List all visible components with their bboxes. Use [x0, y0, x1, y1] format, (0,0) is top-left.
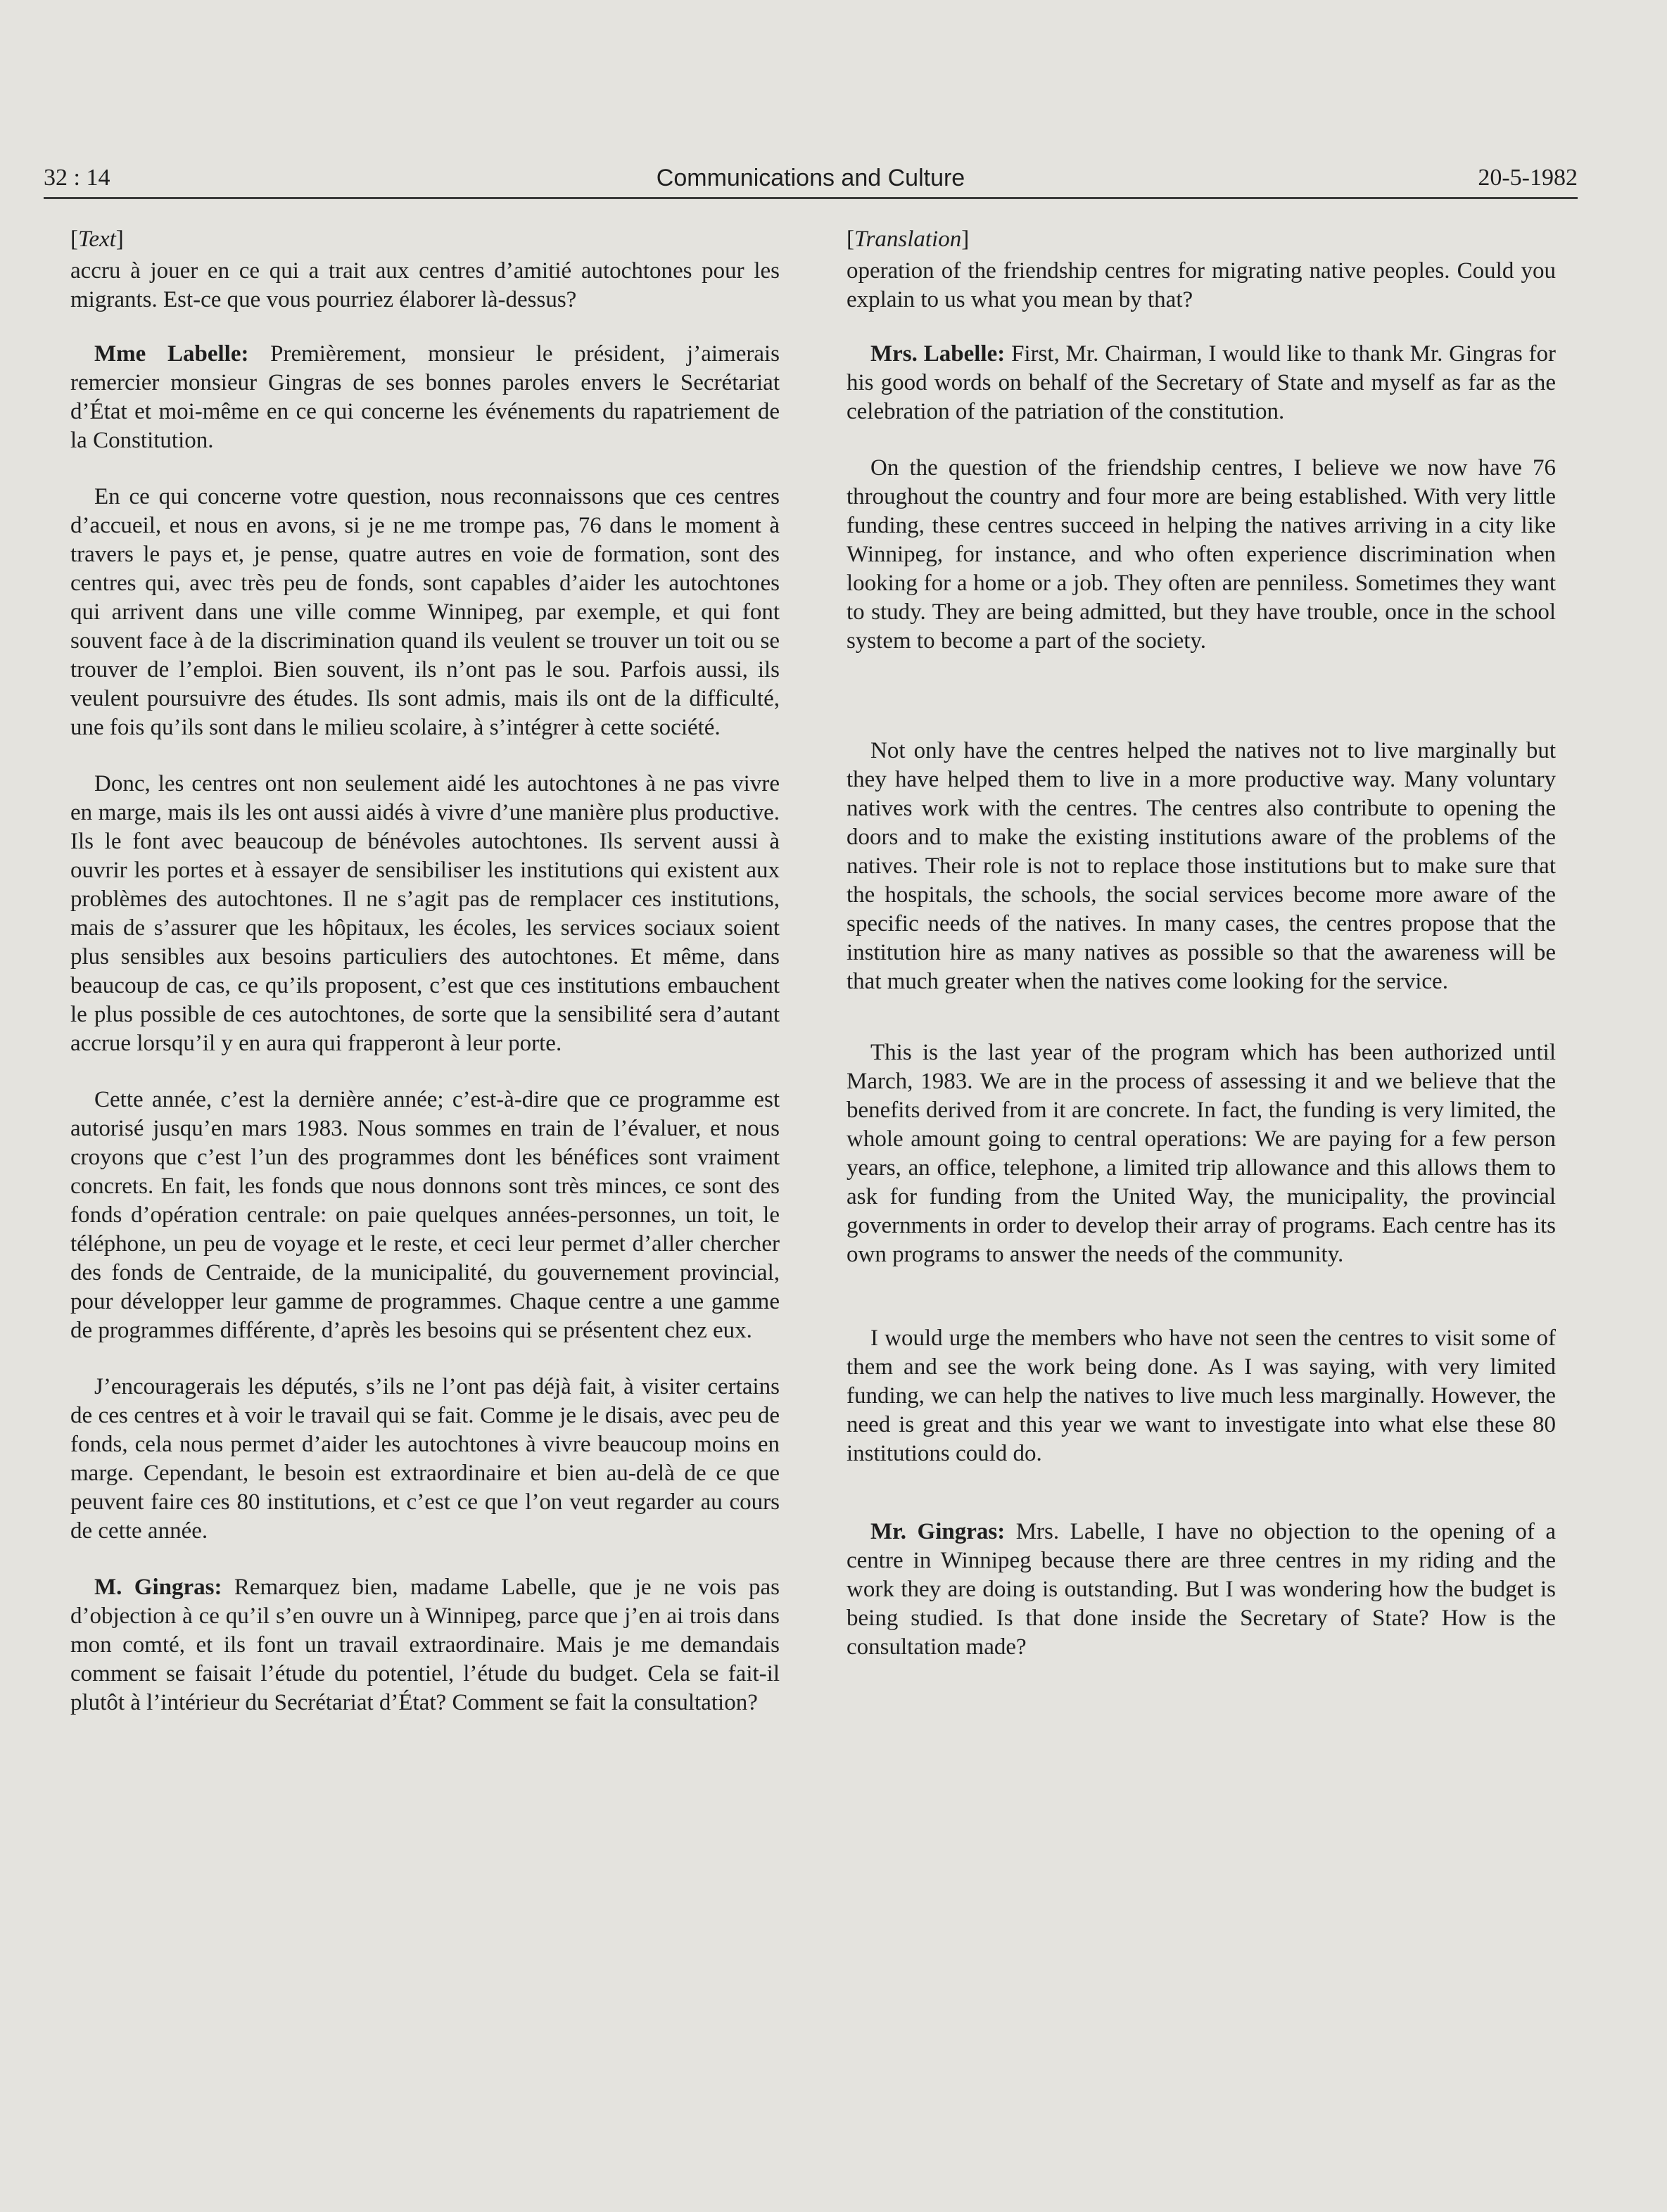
paragraph: J’encouragerais les députés, s’ils ne l’ont pas déjà fait, à visiter certains de ces centres et à voir le travail qui se fait. Comme je le disais, avec peu de fonds, cela nous permet d’aider les autochtones à vivre beaucoup moins en marge. Cependant, le besoin est extraordinaire et bien au-delà de ce que peuvent faire ces 80 institutions, et c’est ce que l’on veut regarder au cours de cette année. — [70, 1374, 780, 1544]
page-date: 20-5-1982 — [1478, 165, 1578, 191]
column-label: [Translation] — [847, 227, 970, 252]
page-title: Communications and Culture — [656, 165, 965, 191]
paragraph: En ce qui concerne votre question, nous reconnaissons que ces centres d’accueil, et nous en avons, si je ne me trompe pas, 76 dans le moment à travers le pays et, je pense, quatre autres en voie de formation, sont des centres qui, avec très peu de fonds, sont capables d’aider les autochtones qui arrivent dans une ville comme Winnipeg, par exemple, et qui font souvent face à de la discrimination quand ils veulent se trouver un toit ou se trouver de l’emploi. Bien souvent, ils n’ont pas le sou. Parfois aussi, ils veulent poursuivre des études. Ils sont admis, mais ils ont de la difficulté, une fois qu’ils sont dans le milieu scolaire, à s’intégrer à cette société. — [70, 484, 780, 740]
paragraph: Mme Labelle: Premièrement, monsieur le président, j’aimerais remercier monsieur Gingras de ses bonnes paroles envers le Secrétariat d’État et moi-même en ce qui concerne les événements du rapatriement de la Constitution. — [70, 341, 780, 453]
paragraph: This is the last year of the program which has been authorized until March, 1983. We are in the process of assessing it and we believe that the benefits derived from it are concrete. In fact, the funding is very limited, the whole amount going to central operations: We are paying for a few person years, an office, telephone, a limited trip allowance and this allows them to ask for funding from the United Way, the municipality, the provincial governments in order to develop their array of programs. Each centre has its own programs to answer the needs of the community. — [847, 1040, 1556, 1267]
column-label: [Text] — [70, 227, 124, 252]
paragraph: accru à jouer en ce qui a trait aux centres d’amitié autochtones pour les migrants. Est-ce que vous pourriez élaborer là-dessus? — [70, 258, 780, 312]
speaker-name: Mr. Gingras: — [870, 1519, 1006, 1544]
paragraph: Not only have the centres helped the natives not to live marginally but they have helped them to live in a more productive way. Many voluntary natives work with the centres. The centres also contribute to opening the doors and to make the existing institutions aware of the problems of the natives. Their role is not to replace those institutions but to make sure that the hospitals, the schools, the social services become more aware of the specific needs of the natives. In many cases, the centres propose that the institution hire as many natives as possible so that the awareness will be that much greater when the natives come looking for the service. — [847, 738, 1556, 994]
french-column — [70, 225, 780, 1745]
paragraph: Donc, les centres ont non seulement aidé les autochtones à ne pas vivre en marge, mais ils les ont aussi aidés à vivre d’une manière plus productive. Ils le font avec beaucoup de bénévoles autochtones. Ils servent aussi à ouvrir les portes et à essayer de sensibiliser les institutions qui existent aux problèmes des autochtones. Il ne s’agit pas de remplacer ces institutions, mais de s’assurer que les hôpitaux, les écoles, les services sociaux soient plus sensibles aux besoins particuliers des autochtones. Et même, dans beaucoup de cas, ce qu’ils proposent, c’est que ces institutions embauchent le plus possible de ces autochtones, de sorte que la sensibilité sera d’autant accrue lorsqu’il y en aura qui frapperont à leur porte. — [70, 771, 780, 1056]
paragraph: M. Gingras: Remarquez bien, madame Labelle, que je ne vois pas d’objection à ce qu’il s’en ouvre un à Winnipeg, parce que j’en ai trois dans mon comté, et ils font un travail extraordinaire. Mais je me demandais comment se faisait l’étude du potentiel, l’étude du budget. Cela se fait-il plutôt à l’intérieur du Secrétariat d’État? Comment se fait la consultation? — [70, 1575, 780, 1715]
paragraph: Mr. Gingras: Mrs. Labelle, I have no objection to the opening of a centre in Winnipeg because there are three centres in my riding and the work they are doing is outstanding. But I was wondering how the budget is being studied. Is that done inside the Secretary of State? How is the consultation made? — [847, 1519, 1556, 1660]
speaker-name: M. Gingras: — [94, 1575, 222, 1600]
page-number: 32 : 14 — [44, 165, 110, 191]
english-column — [847, 225, 1556, 1689]
speaker-name: Mrs. Labelle: — [870, 341, 1006, 367]
paragraph: operation of the friendship centres for migrating native peoples. Could you explain to us what you mean by that? — [847, 258, 1556, 312]
paragraph: Cette année, c’est la dernière année; c’est-à-dire que ce programme est autorisé jusqu’en mars 1983. Nous sommes en train de l’évaluer, et nous croyons que c’est l’un des programmes dont les bénéfices sont vraiment concrets. En fait, les fonds que nous donnons sont très minces, ce sont des fonds d’opération centrale: on paie quelques années-personnes, un toit, le téléphone, un peu de voyage et le reste, et ceci leur permet d’aller chercher des fonds de Centraide, de la municipalité, du gouvernement provincial, pour développer leur gamme de programmes. Chaque centre a une gamme de programmes différente, d’après les besoins qui se présentent chez eux. — [70, 1087, 780, 1343]
speaker-name: Mme Labelle: — [94, 341, 249, 367]
paragraph: Mrs. Labelle: First, Mr. Chairman, I would like to thank Mr. Gingras for his good words on behalf of the Secretary of State and myself as far as the celebration of the patriation of the constitution. — [847, 341, 1557, 424]
paragraph: On the question of the friendship centres, I believe we now have 76 throughout the country and four more are being established. With very little funding, these centres succeed in helping the natives arriving in a city like Winnipeg, for instance, and who often experience discrimination when looking for a home or a job. They often are penniless. Sometimes they want to study. They are being admitted, but they have trouble, once in the school system to become a part of the society. — [847, 455, 1556, 654]
page-header — [44, 160, 1578, 199]
paragraph: I would urge the members who have not seen the centres to visit some of them and see the work being done. As I was saying, with very limited funding, we can help the natives to live much less marginally. However, the need is great and this year we want to investigate into what else these 80 institutions could do. — [847, 1326, 1556, 1466]
